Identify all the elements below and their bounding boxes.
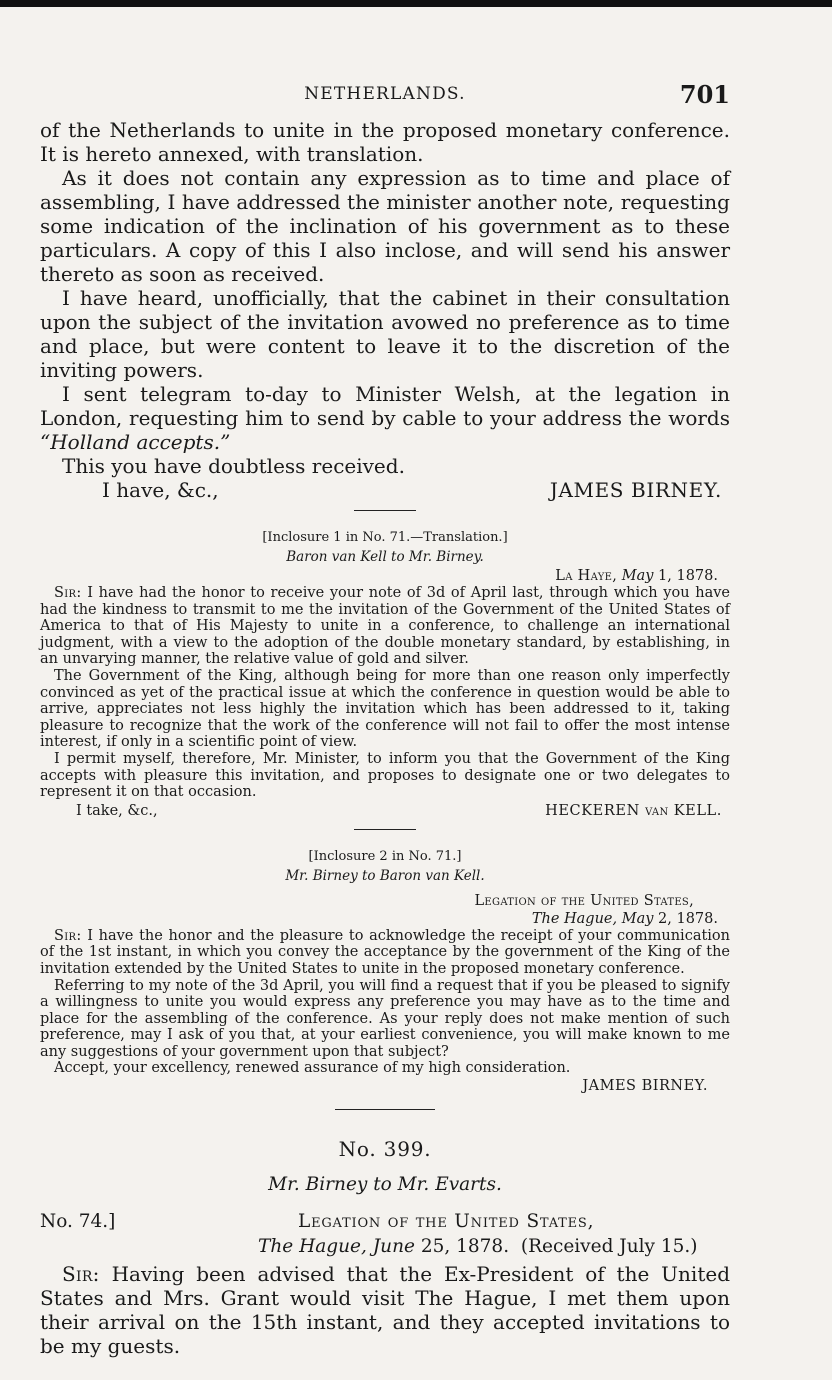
dateline-day-year: 2, 1878.	[653, 910, 718, 927]
inclosure-label: [Inclosure 2 in No. 71.]	[308, 848, 462, 864]
page-number: 701	[679, 80, 730, 109]
legation-line	[40, 892, 730, 910]
dateline-month: May	[621, 568, 654, 584]
document-399	[40, 1136, 730, 1358]
dateline-day-year: 25, 1878.	[414, 1236, 510, 1258]
document-title: Mr. Birney to Mr. Evarts.	[268, 1174, 502, 1196]
divider	[354, 829, 416, 830]
salutation: Sir:	[54, 927, 82, 944]
signature: JAMES BIRNEY.	[549, 478, 722, 502]
paragraph	[40, 585, 730, 668]
divider	[354, 510, 416, 511]
salutation: Sir:	[54, 585, 82, 601]
dateline-month: June	[372, 1236, 415, 1258]
paragraph	[40, 928, 730, 978]
telegram-quote: “Holland accepts.”	[40, 430, 231, 454]
dateline-place: The Hague,	[531, 910, 618, 927]
top-edge-bar	[0, 0, 832, 7]
received-date: (Received July 15.)	[520, 1236, 698, 1258]
inclosure-1	[40, 529, 730, 821]
page-header	[40, 80, 730, 118]
legation: Legation of the United States,	[474, 892, 694, 909]
paragraph	[40, 1262, 730, 1358]
paragraph: I permit myself, therefore, Mr. Minister, to inform you that the Government of the King accepts with pleasure this invitation, and proposes to designate one or two delegates to represent it on that occasion.	[40, 750, 730, 801]
document-number: No. 399.	[338, 1137, 432, 1162]
telegram-text: I sent telegram to-day to Minister Welsh, at the legation in London, requesting him to send by cable to your address the words	[40, 382, 730, 430]
dateline-place: The Hague,	[258, 1236, 367, 1258]
dispatch-number: No. 74.]	[40, 1211, 116, 1233]
dateline-month: May	[621, 910, 654, 927]
paragraph: As it does not contain any expression as to time and place of assembling, I have addressed the minister another note, requesting some indication of the inclination of his government as to these particulars. A copy of this I also inclose, and will send his answer thereto as soon as received.	[40, 166, 730, 286]
legation: Legation of the United States,	[298, 1211, 595, 1233]
salutation: Sir:	[62, 1262, 100, 1287]
signature	[545, 801, 730, 821]
paragraph: of the Netherlands to unite in the proposed monetary conference. It is hereto annexed, with translation.	[40, 118, 730, 166]
paragraph: The Government of the King, although being for more than one reason only imperfectly convinced as yet of the practical issue at which the conference in question would be able to arrive, appreciates not less highly the invitation which has been addressed to it, taking pleasure to recognize that the work of the conference will not fail to offer the most intense interest, if only in a scientific point of view.	[40, 667, 730, 751]
main-letter	[40, 118, 730, 502]
telegram-paragraph	[40, 382, 730, 454]
paragraph-text: Having been advised that the Ex-President of the United States and Mrs. Grant would visit The Hague, I met them upon their arrival on the 15th instant, and they accepted invitations to be my guests.	[40, 1262, 730, 1359]
inclosure-2	[40, 848, 730, 1095]
signature-main: HECKEREN	[545, 802, 646, 819]
inclosure-title: Mr. Birney to Baron van Kell.	[285, 867, 485, 884]
closing-row	[40, 801, 730, 821]
dateline	[40, 910, 730, 928]
dateline-place: La Haye,	[555, 568, 618, 584]
signature-end: KELL.	[668, 802, 722, 819]
signature-van: van	[645, 802, 669, 819]
closing-row	[40, 478, 730, 502]
inclosure-title: Baron van Kell to Mr. Birney.	[286, 549, 484, 565]
document-page	[40, 80, 730, 1359]
signature: JAMES BIRNEY.	[582, 1078, 708, 1095]
paragraph: Accept, your excellency, renewed assurance of my high consideration.	[54, 1060, 571, 1077]
running-head: NETHERLANDS.	[304, 84, 466, 104]
closing: I have, &c.,	[102, 478, 219, 502]
paragraph-text: I have had the honor to receive your note of 3d of April last, through which you have had the kindness to transmit to me the invitation of the Government of the United States of America to that of His Majesty to unite in a conference, to challenge an international judgment, with a view to the adoption of the double monetary standard, by establishing, in an unvarying manner, the relative value of gold and silver.	[40, 585, 730, 668]
dateline-day-year: 1, 1878.	[653, 568, 718, 584]
paragraph: Referring to my note of the 3d April, you will find a request that if you be pleased to signify a willingness to unite you would express any preference you may have as to the time and place for the assembling of the conference. As your reply does not make mention of such preference, may I ask of you that, at your earliest convenience, you will make known to me any suggestions of your government upon that subject?	[40, 977, 730, 1060]
dispatch-header	[40, 1210, 730, 1262]
inclosure-label: [Inclosure 1 in No. 71.—Translation.]	[262, 530, 508, 545]
divider	[335, 1109, 435, 1110]
paragraph-text: I have the honor and the pleasure to acknowledge the receipt of your communication of the 1st instant, in which you convey the acceptance by the government of the King of the invitation extended by the United States to unite in the proposed monetary conference.	[40, 927, 730, 977]
paragraph: I have heard, unofficially, that the cabinet in their consultation upon the subject of the invitation avowed no preference as to time and place, but were content to leave it to the discretion of the inviting powers.	[40, 286, 730, 382]
closing: I take, &c.,	[76, 802, 158, 819]
letter-body	[40, 1262, 730, 1358]
paragraph: This you have doubtless received.	[62, 454, 405, 478]
dateline	[258, 1235, 698, 1259]
dateline	[40, 567, 730, 585]
